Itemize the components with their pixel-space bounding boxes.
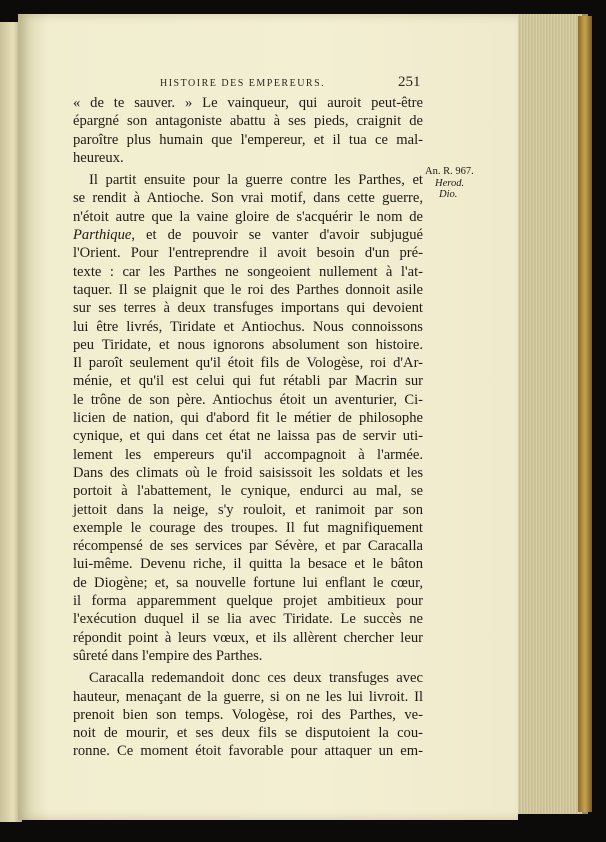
text-line: Parthique, et de pouvoir se vanter d'avoir subjugué	[73, 227, 423, 244]
text-line: récompensé de ses services par Sévère, et par Caracalla	[73, 538, 423, 555]
text-line: portoit à l'abattement, le cynique, endurci au mal, se	[73, 483, 423, 500]
text-line: sur ses terres à deux transfuges importans qui devoient	[73, 300, 423, 317]
margin-note-source: Herod.	[435, 177, 465, 189]
text-line: cynique, et qui dans cet état ne laissa pas de servir uti-	[73, 428, 423, 445]
text-line: sûreté dans l'empire des Parthes.	[73, 647, 263, 664]
margin-note	[425, 166, 495, 201]
text-line: lui-même. Devenu riche, il quitta la besace et le bâton	[73, 556, 423, 573]
text-line: de Diogène; et, sa nouvelle fortune lui enflant le cœur,	[73, 574, 423, 591]
running-head: HISTOIRE DES EMPEREURS.	[160, 78, 326, 89]
text-line: l'exécution duquel il se lia avec Tiridate. Le succès ne	[73, 611, 423, 628]
body-text	[73, 94, 423, 761]
text-line: noit de mourir, et ses deux fils se disputoient la cou-	[73, 725, 423, 742]
text-line: ménie, et qu'il est celui qui fut rétabli par Macrin sur	[73, 373, 423, 390]
text-line: se rendit à Antioche. Son vrai motif, dans cette guerre,	[73, 190, 423, 207]
margin-note-source: Dio.	[439, 189, 458, 200]
text-line: taquer. Il se plaignit que le roi des Parthes donnoit asile	[73, 281, 423, 298]
text-line: Dans des climats où le froid saisissoit les soldats et les	[73, 464, 423, 481]
text-line: peu Tiridate, et nous ignorons absolument son histoire.	[73, 336, 423, 353]
page-header	[18, 74, 518, 94]
page-stack-edge	[512, 14, 588, 814]
text-line: le trône de son père. Antiochus étoit un aventurier, Ci-	[73, 391, 423, 408]
text-line: « de te sauver. » Le vainqueur, qui auroit peut-être	[73, 95, 423, 111]
margin-note-year: An. R. 967.	[425, 166, 474, 177]
text-line: heureux.	[73, 149, 124, 166]
text-line: Il partit ensuite pour la guerre contre les Parthes, et	[89, 172, 423, 189]
text-line: l'Orient. Pour l'entreprendre il avoit besoin d'un pré-	[73, 245, 423, 262]
text-line: hauteur, menaçant de la guerre, si on ne les lui livroit. Il	[73, 688, 423, 705]
text-line: il forma apparemment quelque projet ambitieux pour	[73, 593, 423, 610]
text-line: texte : car les Parthes ne songeoient nullement à l'at-	[73, 263, 423, 280]
text-line: épargné son antagoniste abattu à ses pieds, craignit de	[73, 113, 423, 130]
text-line: Il paroît seulement qu'il étoit fils de Vologèse, roi d'Ar-	[73, 355, 423, 372]
text-line: répondit point à leurs vœux, et ils allèrent chercher leur	[73, 629, 423, 646]
text-line: exemple le courage des troupes. Il fut magnifiquement	[73, 519, 423, 536]
text-line: lement les empereurs qu'il accompagnoit à l'armée.	[73, 446, 423, 463]
text-line: jettoit dans la neige, s'y rouloit, et ranimoit par son	[73, 501, 423, 518]
text-line: prenoit bien son temps. Vologèse, roi des Parthes, ve-	[73, 706, 423, 723]
text-line: licien de nation, qui d'abord fit le métier de philosophe	[73, 410, 423, 427]
book-cover-edge	[578, 16, 592, 812]
text-line: lui être livrés, Tiridate et Antiochus. Nous connoissons	[73, 318, 423, 335]
text-line: ronne. Ce moment étoit favorable pour attaquer un em-	[73, 743, 423, 760]
text-line: n'étoit autre que la vaine gloire de s'acquérir le nom de	[73, 208, 423, 225]
text-line: paroître plus humain que l'empereur, et il tua ce mal-	[73, 131, 423, 148]
text-line: Caracalla redemandoit donc ces deux transfuges avec	[89, 670, 423, 687]
book-page	[18, 14, 518, 820]
page-number: 251	[398, 74, 421, 90]
